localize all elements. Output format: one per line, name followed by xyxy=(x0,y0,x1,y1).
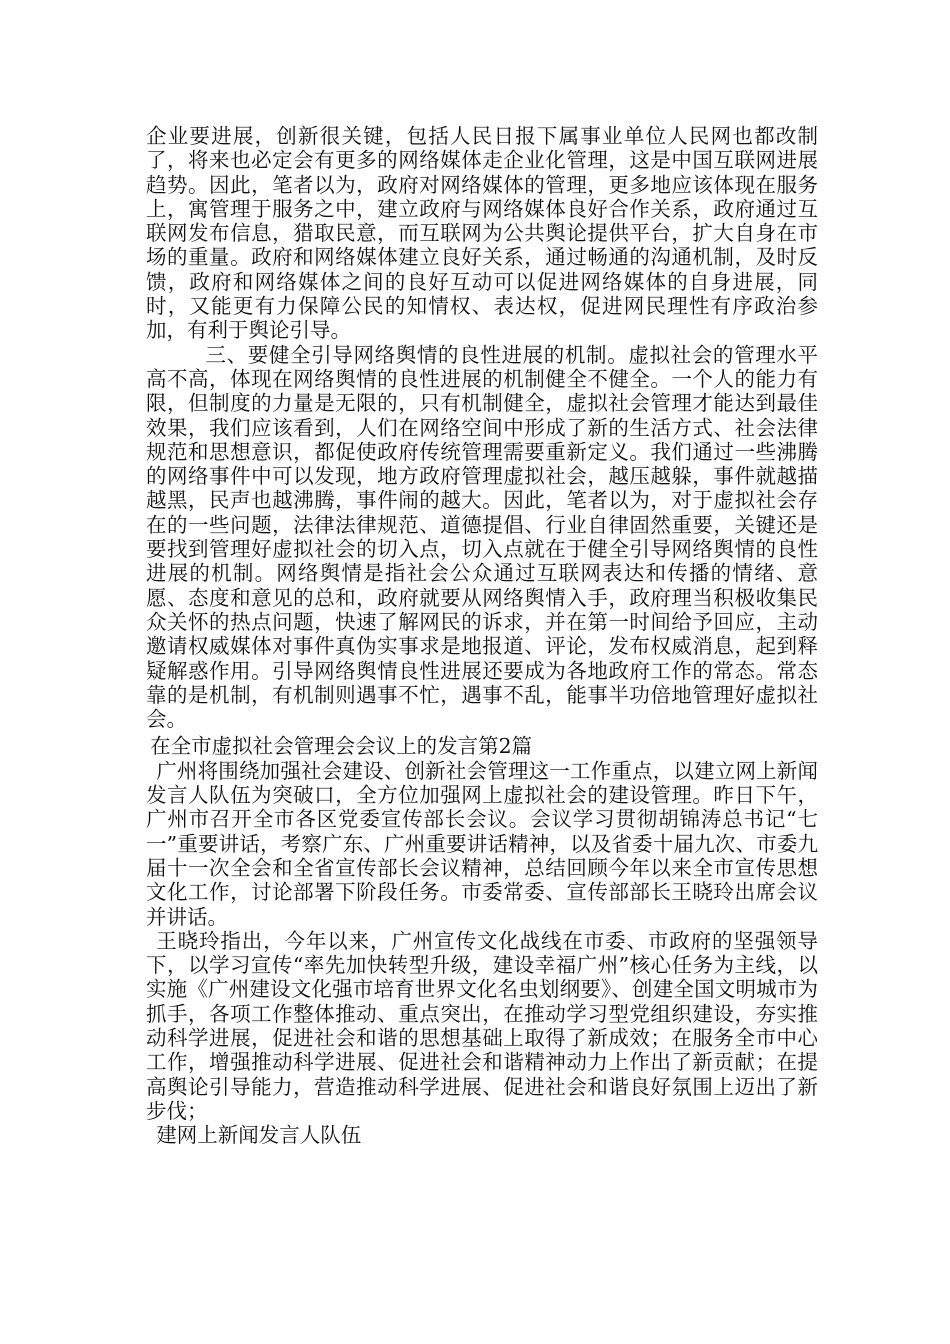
subheading-spokesperson-team: 建网上新闻发言人队伍 xyxy=(156,1123,362,1148)
paragraph-media-management: 企业要进展，创新很关键，包括人民日报下属事业单位人民网也都改制了，将来也必定会有更多的网络媒体走企业化管理，这是中国互联网进展趋势。因此，笔者以为，政府对网络媒体的管理，更多地应该体现在服务上，寓管理于服务之中，建立政府与网络媒体良好合作关系，政府通过互联网发布信息，猎取民意，而互联网为公共舆论提供平台，扩大自身在市场的重量。政府和网络媒体建立良好关系，通过畅通的沟通机制，及时反馈，政府和网络媒体之间的良好互动可以促进网络媒体的自身进展，同时，又能更有力保障公民的知情权、表达权，促进网民理性有序政治参加，有利于舆论引导。 xyxy=(146,124,818,343)
paragraph-mechanism: 三、要健全引导网络舆情的良性进展的机制。虚拟社会的管理水平高不高，体现在网络舆情的良性进展的机制健全不健全。一个人的能力有限，但制度的力量是无限的，只有机制健全，虚拟社会管理才能达到最佳效果，我们应该看到，人们在网络空间中形成了新的生活方式、社会法律规范和思想意识，都促使政府传统管理需要重新定义。我们通过一些沸腾的网络事件中可以发现，地方政府管理虚拟社会，越压越躲，事件就越描越黑，民声也越沸腾，事件闹的越大。因此，笔者以为，对于虚拟社会存在的一些问题，法律法律规范、道德提倡、行业自律固然重要，关键还是要找到管理好虚拟社会的切入点，切入点就在于健全引导网络舆情的良性进展的机制。网络舆情是指社会公众通过互联网表达和传播的情绪、意愿、态度和意见的总和，政府就要从网络舆情入手，政府理当积极收集民众关怀的热点问题，快速了解网民的诉求，并在第一时间给予回应，主动邀请权威媒体对事件真伪实事求是地报道、评论，发布权威消息，起到释疑解惑作用。引导网络舆情良性进展还要成为各地政府工作的常态。常态靠的是机制，有机制则遇事不忙，遇事不乱，能事半功倍地管理好虚拟社会。 xyxy=(146,342,818,732)
section-heading: 在全市虚拟社会管理会会议上的发言第2篇 xyxy=(150,734,533,759)
paragraph-wang-xiaoling: 王晓玲指出，今年以来，广州宣传文化战线在市委、市政府的坚强领导下，以学习宣传“率先加快转型升级，建设幸福广州”核心任务为主线，以实施《广州建设文化强市培育世界文化名虫划纲要》、创建全国文明城市为抓手，各项工作整体推动、重点突出，在推动学习型党组织建设，夯实推动科学进展，促进社会和谐的思想基础上取得了新成效；在服务全市中心工作，增强推动科学进展、促进社会和谐精神动力上作出了新贡献；在提高舆论引导能力，营造推动科学进展、促进社会和谐良好氛围上迈出了新步伐； xyxy=(146,928,818,1123)
paragraph-guangzhou-meeting: 广州将围绕加强社会建设、创新社会管理这一工作重点，以建立网上新闻发言人队伍为突破口，全方位加强网上虚拟社会的建设管理。昨日下午，广州市召开全市各区党委宣传部长会议。会议学习贯彻胡锦涛总书记“七一”重要讲话，考察广东、广州重要讲话精神，以及省委十届九次、市委九届十一次全会和全省宣传部长会议精神，总结回顾今年以来全市宣传思想文化工作，讨论部署下阶段任务。市委常委、宣传部部长王晓玲出席会议并讲话。 xyxy=(146,758,818,929)
document-body xyxy=(146,124,818,1147)
